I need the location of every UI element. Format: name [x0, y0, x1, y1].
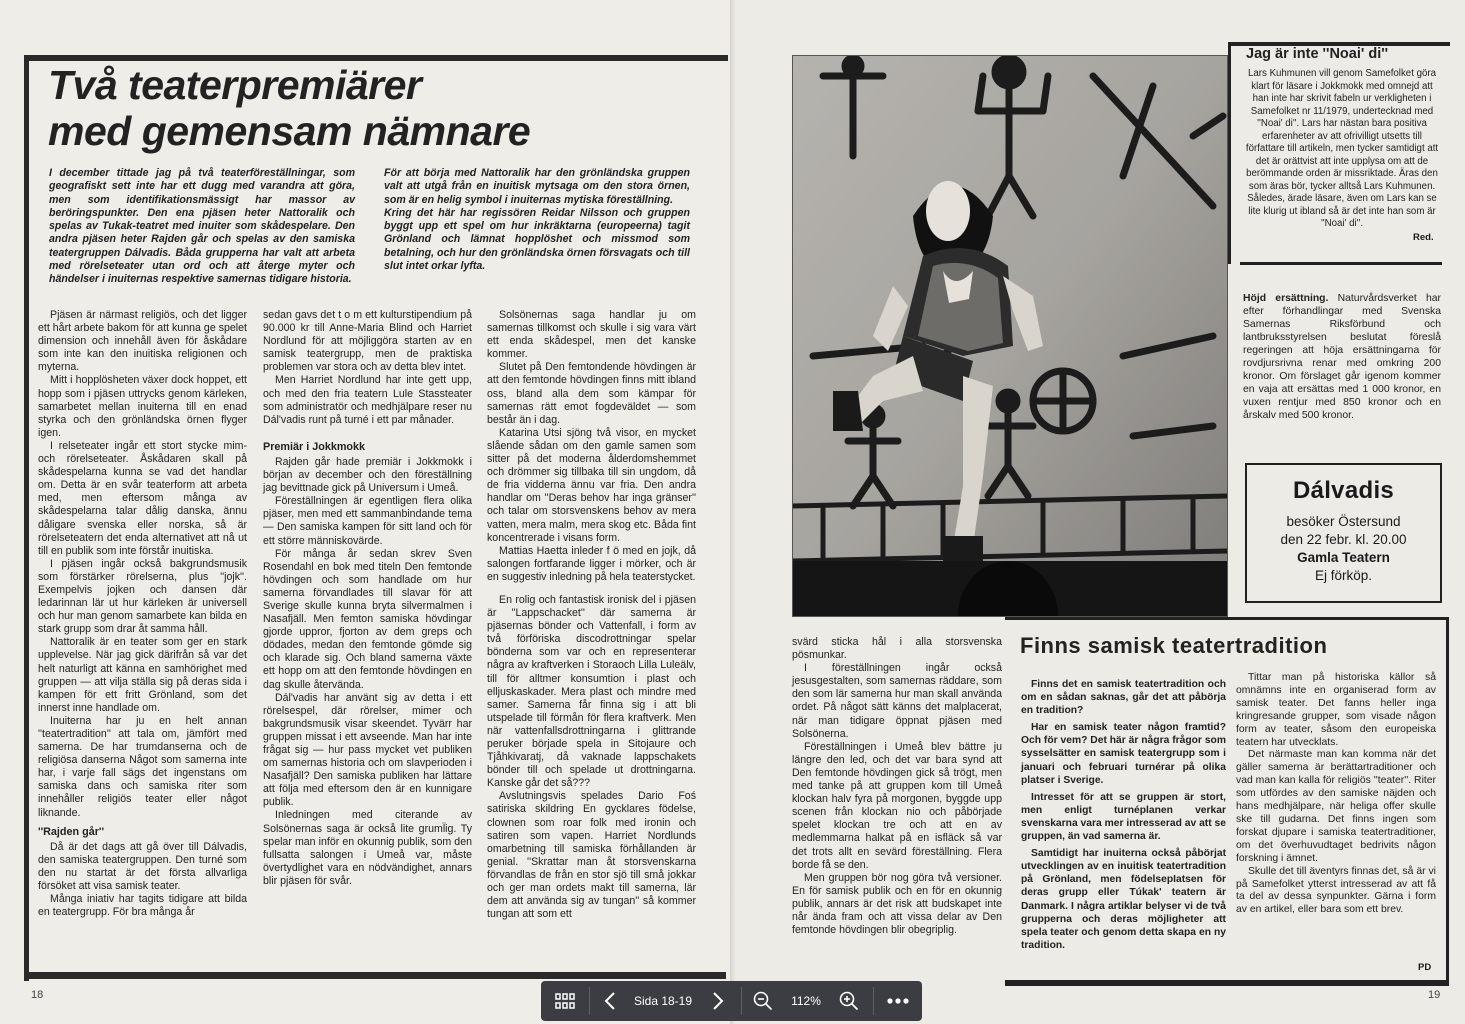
grid-icon	[555, 993, 575, 1009]
paragraph: Intresset för att se gruppen är stort, men enligt turnéplanen verkar svenskarna vara mer intresserad av att se gruppen, än vad samerna är.	[1021, 791, 1226, 843]
article2-headline: Finns samisk teatertradition	[1020, 633, 1328, 658]
paragraph: Slutet på Den femtondende hövdingen är att den femtonde hövdingen finns mitt ibland oss, bland alla dem som kämpar för samernas rätt emot fogdeväldet — som består än i dag.	[487, 361, 696, 426]
article-headline	[48, 62, 530, 154]
headline-line-1: Två teaterpremiärer	[48, 62, 422, 108]
column-3	[487, 309, 696, 921]
photo-illustration	[793, 56, 1227, 616]
announcement-line: den 22 febr. kl. 20.00	[1280, 532, 1407, 547]
news-item-label: Höjd ersättning.	[1243, 293, 1329, 304]
paragraph: Mattias Haetta inleder f ö med en jojk, då salongen fortfarande ligger i mörker, och är en suggestiv inledning på hela teaterstycket.	[487, 544, 696, 583]
news-item-text: Naturvårdsverket har efter förhandlingar med Svenska Samernas Riksförbund och lantbruksstyrelsen beslutat föreslå regeringen att höja ersättningarna för rovdjursrivna renar med omkring 200 kronor. Om förslaget går igenom kommer en vaja att ersättas med 1 000 kronor, en vuxen rentjur med 850 kronor och en årskalv med 500 kronor.	[1243, 293, 1441, 421]
announcement-line: besöker Östersund	[1286, 514, 1401, 529]
page-number-left: 18	[31, 989, 44, 1001]
event-announcement	[1245, 463, 1442, 603]
paragraph: Dál'vadis har använt sig av detta i ett rörelsespel, där rörelser, mimer och bakgrundsmusik visar skeendet. Tyvärr har gruppen missat i ett avseende. Man har inte frågat sig — hur pass mycket vet publiken om samernas historia och om slavperioden i Nasafjäll? Den samiska publiken har lättare att följa med eftersom den är en kunnigare publik.	[263, 691, 472, 809]
paragraph: En rolig och fantastisk ironisk del i pjäsen är ''Lappschacket'' där samerna är pjäsernas bönder och Vattenfall, i form av två förföriska discodrottningar spelar bönderna som var och en representerar några av kraftverken i Storaoch Lilla Luleälv, till för alltmer konsumtion i plast och elljuskaskader. Mera plast och mindre med samer. Samerna får finna sig i att bli utspelade till förmån för flera kraftverk. Men när vattenfallsdrottningarna i glittrande peruker började spela in Sitojaure och Tjåhkivaratj, då vaknade lappschakets bönder till och spelade ut drottningarna. Kanske går det så???	[487, 593, 696, 790]
lead-paragraph-left: I december tittade jag på två teaterföreställningar, som geografiskt sett inte har ett dugg med varandra att göra, men som identifikationsmässigt har massor av beröringspunkter. Den ena pjäsen heter Nattoralik och spelas av Tukak-teatret med inuiter som skådespelare. Den andra pjäsen heter Rajden går och spelas av den samiska teatergruppen Dálvadis. Båda grupperna har valt att arbeta med rörelseteater utan ord och att återge myter och händelser i inuiternas respektive samernas tidigare historia.	[49, 167, 355, 286]
performance-photo	[792, 55, 1228, 617]
paragraph: Tittar man på historiska källor så omnämns inte en organiserad form av samisk teater. Det fanns heller inga kringresande grupper, som visade någon form av teater, såsom den europeiska teatern har utvecklats.	[1236, 672, 1436, 748]
lead-paragraph-right: För att börja med Nattoralik har den grönländska gruppen valt att utgå från en inuitisk mytsaga om den stora örnen, som är en helig symbol i inuiternas mytiska föreställning. Kring det här har regissören Reidar Nilsson och gruppen byggt upp ett spel om hur inkräktarna (europeerna) tagit Grönland och lämnat hopplöshet och missmod som betalning, och hur den grönländska örnen försvagats och till slut intet orkar lyfta.	[384, 167, 690, 273]
paragraph: Men gruppen bör nog göra två versioner. En för samisk publik och en för en okunnig publik, annars är det risk att budskapet inte når ända fram och att vissa delar av Den femtonde hövdingen blir obegriplig.	[792, 871, 1002, 937]
toolbar-divider	[741, 987, 742, 1015]
zoom-level-label: 112%	[791, 994, 821, 1008]
more-icon	[887, 998, 909, 1004]
article-frame-bottom	[24, 972, 726, 979]
viewer-toolbar	[541, 981, 922, 1021]
paragraph: Pjäsen är närmast religiös, och det ligger ett hårt arbete bakom för att kunna ge spelet dimension och innehåll även för åskådare som inte kan den inuitiska religionen och myterna.	[38, 309, 247, 374]
toolbar-divider	[589, 987, 590, 1015]
zoom-out-button[interactable]	[747, 981, 779, 1021]
chevron-left-icon	[604, 992, 616, 1010]
paragraph: Då är det dags att gå över till Dálvadis, den samiska teatergruppen. Den turné som den nu startat är det första allvarliga försöket att visa samisk teater.	[38, 840, 247, 893]
paragraph: Skulle det till äventyrs finnas det, så är vi på Samefolket ytterst intresserad av att få ta del av dessa synpunkter. Gärna i form av en artikel, eller bara som ett brev.	[1236, 865, 1436, 916]
news-item-hojd-ersattning	[1243, 292, 1441, 422]
article2-signature: PD	[1418, 962, 1432, 973]
paragraph: Många iniativ har tagits tidigare att bilda en teatergrupp. För bra många år	[38, 893, 247, 919]
zoom-out-icon	[753, 991, 773, 1011]
sidebar-signature: Red.	[1413, 232, 1434, 243]
paragraph: I föreställningen ingår också jesusgestalten, som samernas räddare, som den som lär samerna hur man skall använda ordet. På något sätt känns det malplacerat, när man tidigare öppnat pjäsen med Solsönerna.	[792, 662, 1002, 740]
zoom-in-icon	[839, 991, 859, 1011]
paragraph: Det närmaste man kan komma när det gäller samerna är berättartraditioner och vad man kan kalla för religiös ''teater''. Riter som utfördes av den samiske näjden och hans medhjälpare, när heliga offer skulle ske till gudarna. Det finns ingen som forskat djupare i samiska teatertraditioner, om det överhuvudtaget bedrivits någon forskning i ämnet.	[1236, 749, 1436, 864]
paragraph: Finns det en samisk teatertradition och om en sådan saknas, går det att påbörja en tradition?	[1021, 679, 1226, 717]
announcement-line: Ej förköp.	[1314, 568, 1373, 583]
continued-column	[792, 636, 1002, 937]
paragraph: För många år sedan skrev Sven Rosendahl en bok med titeln Den femtonde hövdingen och som handlade om hur samerna förvandlades till slavar för att Sverige skulle kunna bryta silvermalmen i Nasafjäll. Men femton samiska hövdingar gjorde uppror, fjorton av dem greps och dödades, medan den femtonde gömde sig och klarade sig. Och bland samerna växte ett hopp om att den femtonde hövdingen en dag skulle återvända.	[263, 547, 472, 691]
paragraph: Avslutningsvis spelades Dario Foś satiriska skildring En gycklares födelse, clownen som roar folk med ironin och satiren som vapen. Harriet Nordlunds omarbetning till samiska förhållanden är genial. ''Skrattar man åt storsvenskarna förvandlas de från en stor sjö till små jokkar och ger man ordets makt till samerna, lär dem att använda sig av tungan'' så kommer tungan att som ett	[487, 790, 696, 921]
page-gutter	[730, 0, 736, 1024]
page-indicator	[629, 981, 697, 1021]
article2-column	[1236, 672, 1436, 917]
sidebar-text: Lars Kuhmunen vill genom Samefolket göra klart för läsare i Jokkmokk med omnejd att han inte har skrivit fabeln ur verkligheten i Samefolket nr 11/1979, undertecknad med ''Noai' di''. Lars har nästan bara positiva erfarenheter av att ofrivilligt utsetts till författare till artikeln, men tycker samtidigt att det är orättvist att inte upplysa om att de berömmande orden är missriktade. Äras den som äras bör, tycker alltså Lars Kuhmunen. Således, ärade läsare, även om Lars kan se lite klurig ut ibland så är det inte han som är ''Noai' di''.	[1245, 68, 1439, 229]
column-2	[263, 309, 472, 888]
page-indicator-label: Sida 18-19	[633, 994, 693, 1008]
paragraph: sedan gavs det t o m ett kulturstipendium på 90.000 kr till Anne-Maria Blind och Harriet Nordlund för att möjliggöra starten av en samisk teatergrupp, men de praktiska problemen var stora och av detta blev intet.	[263, 309, 472, 374]
announcement-title: Dálvadis	[1292, 477, 1395, 504]
zoom-level	[781, 981, 831, 1021]
paragraph: I pjäsen ingår också bakgrundsmusik som förstärker rörelserna, plus ''jojk''. Exempelvis jojken och dansen där ledarinnan lär ut hur kärleken är universell och hur man genom samarbete kan bilda en stark grupp som drar åt samma håll.	[38, 557, 247, 636]
chevron-right-icon	[712, 992, 724, 1010]
paragraph: Inuiterna har ju en helt annan ''teatertradition'' att tala om, jämfört med samerna. De har trumdanserna och de religiösa danserna Något som samerna inte har, i varje fall sägs det ingenstans om samiska dans och samiska riter som innehåller religiös teater eller något liknande.	[38, 714, 247, 819]
previous-page-button[interactable]	[593, 981, 627, 1021]
paragraph: Föreställningen är egentligen flera olika pjäser, men med ett sammanbindande tema — Den samiska kampen för sitt land och för ett större människovärde.	[263, 495, 472, 547]
paragraph: Mitt i hopplösheten växer dock hoppet, ett hopp som i pjäsen uttrycks genom kärleken, samarbetet mellan inuiterna till en enad styrka och den grönländska örnen flyger igen.	[38, 374, 247, 439]
paragraph: svärd sticka hål i alla storsvenska pösmunkar.	[792, 636, 1002, 662]
headline-line-2: med gemensam nämnare	[48, 108, 531, 154]
page-number-right: 19	[1428, 989, 1441, 1001]
paragraph: I relseteater ingår ett stort stycke mim- och rörelseteater. Åskådaren skall på skådespelarna kunna se vad det handlar om. Detta är en svår teaterform att arbeta med, men eftersom många av skådespelarna talar dålig danska, ännu dåligare svenska eller norska, så är rörelseteatern det enda alternativet att nå ut till en publik som inte förstår inuitiska.	[38, 439, 247, 557]
paragraph: Solsönernas saga handlar ju om samernas tillkomst och skulle i sig vara värt ett enda skådespel, men det kanske kommer.	[487, 309, 696, 361]
subheading-premiar: Premiär i Jokkmokk	[263, 440, 366, 453]
article2-lead	[1021, 678, 1226, 956]
more-options-button[interactable]	[879, 981, 917, 1021]
paragraph: Nattoralik är en teater som ger en stark upplevelse. När jag gick därifrån så var det helt naturligt att känna en samhörighet med gruppen — att vilja ställa sig på deras sida i kampen för ett fritt Grönland, som det innerst inne handlade om.	[38, 636, 247, 714]
thumbnails-button[interactable]	[545, 981, 585, 1021]
paragraph: Katarina Utsi sjöng två visor, en mycket slående sådan om den gamle samen som sitter på det moderna ålderdomshemmet och drömmer sig tillbaka till sin ungdom, då de fria vidderna ännu var fria. Den andra handlar om ''Deras behov har inga gränser'' och talar om storsvenskens behov av mera vatten, mera malm, mera skog etc. Båda fint koncentrerade i visans form.	[487, 426, 696, 544]
column-1	[38, 309, 247, 919]
sidebar-divider	[1240, 262, 1442, 265]
announcement-venue: Gamla Teatern	[1297, 550, 1390, 565]
subheading-rajden-gar: ''Rajden går''	[38, 825, 105, 838]
paragraph: Föreställningen i Umeå blev bättre ju längre den led, och det var bara synd att Den femtonde hövdingen gick så trögt, men med tanke på att gruppen kom till Umeå klockan halv fyra på morgonen, byggde upp scenen från klockan nio och påbörjade spelet klockan tre och att en av medlemmarna halkat på en isfläck så var det trots allt en sevärd föreställning. Flera borde få se den.	[792, 740, 1002, 871]
paragraph: Har en samisk teater någon framtid? Och för vem? Det här är några frågor som sysselsätter en samisk teatergrupp som i januari och februari turnérar på olika platser i Sverige.	[1021, 722, 1226, 786]
paragraph: Inledningen med citerande av Solsönernas saga är också lite gruml̈ig. Ty spelar man inför en okunnig publik, som den fullsatta salongen i Umeå var, måste övertydlighet vara en nödvändighet, annars blir pjäsen för svår.	[263, 809, 472, 887]
paragraph: Rajden går hade premiär i Jokkmokk i början av december och den föreställning jag bevittnade gick på Universum i Umeå.	[263, 455, 472, 495]
paragraph: Samtidigt har inuiterna också påbörjat utvecklingen av en inuitisk teatertradition på Grönland, men födelsepIatsen för deras grupp eller Túkak' teatern är Danmark. I några artiklar belyser vi de två grupperna och deras möjligheter att spela teater och genom detta skapa en ny tradition.	[1021, 848, 1226, 951]
toolbar-divider	[873, 987, 874, 1015]
zoom-in-button[interactable]	[833, 981, 865, 1021]
sidebar-title: Jag är inte ''Noai' di''	[1246, 46, 1389, 62]
paragraph: Men Harriet Nordlund har inte gett upp, och med den fria teatern Lule Stassteater som administratör och medhjälpare reser nu Dál'vadis runt på turné i ett par månader.	[263, 374, 472, 426]
next-page-button[interactable]	[701, 981, 735, 1021]
